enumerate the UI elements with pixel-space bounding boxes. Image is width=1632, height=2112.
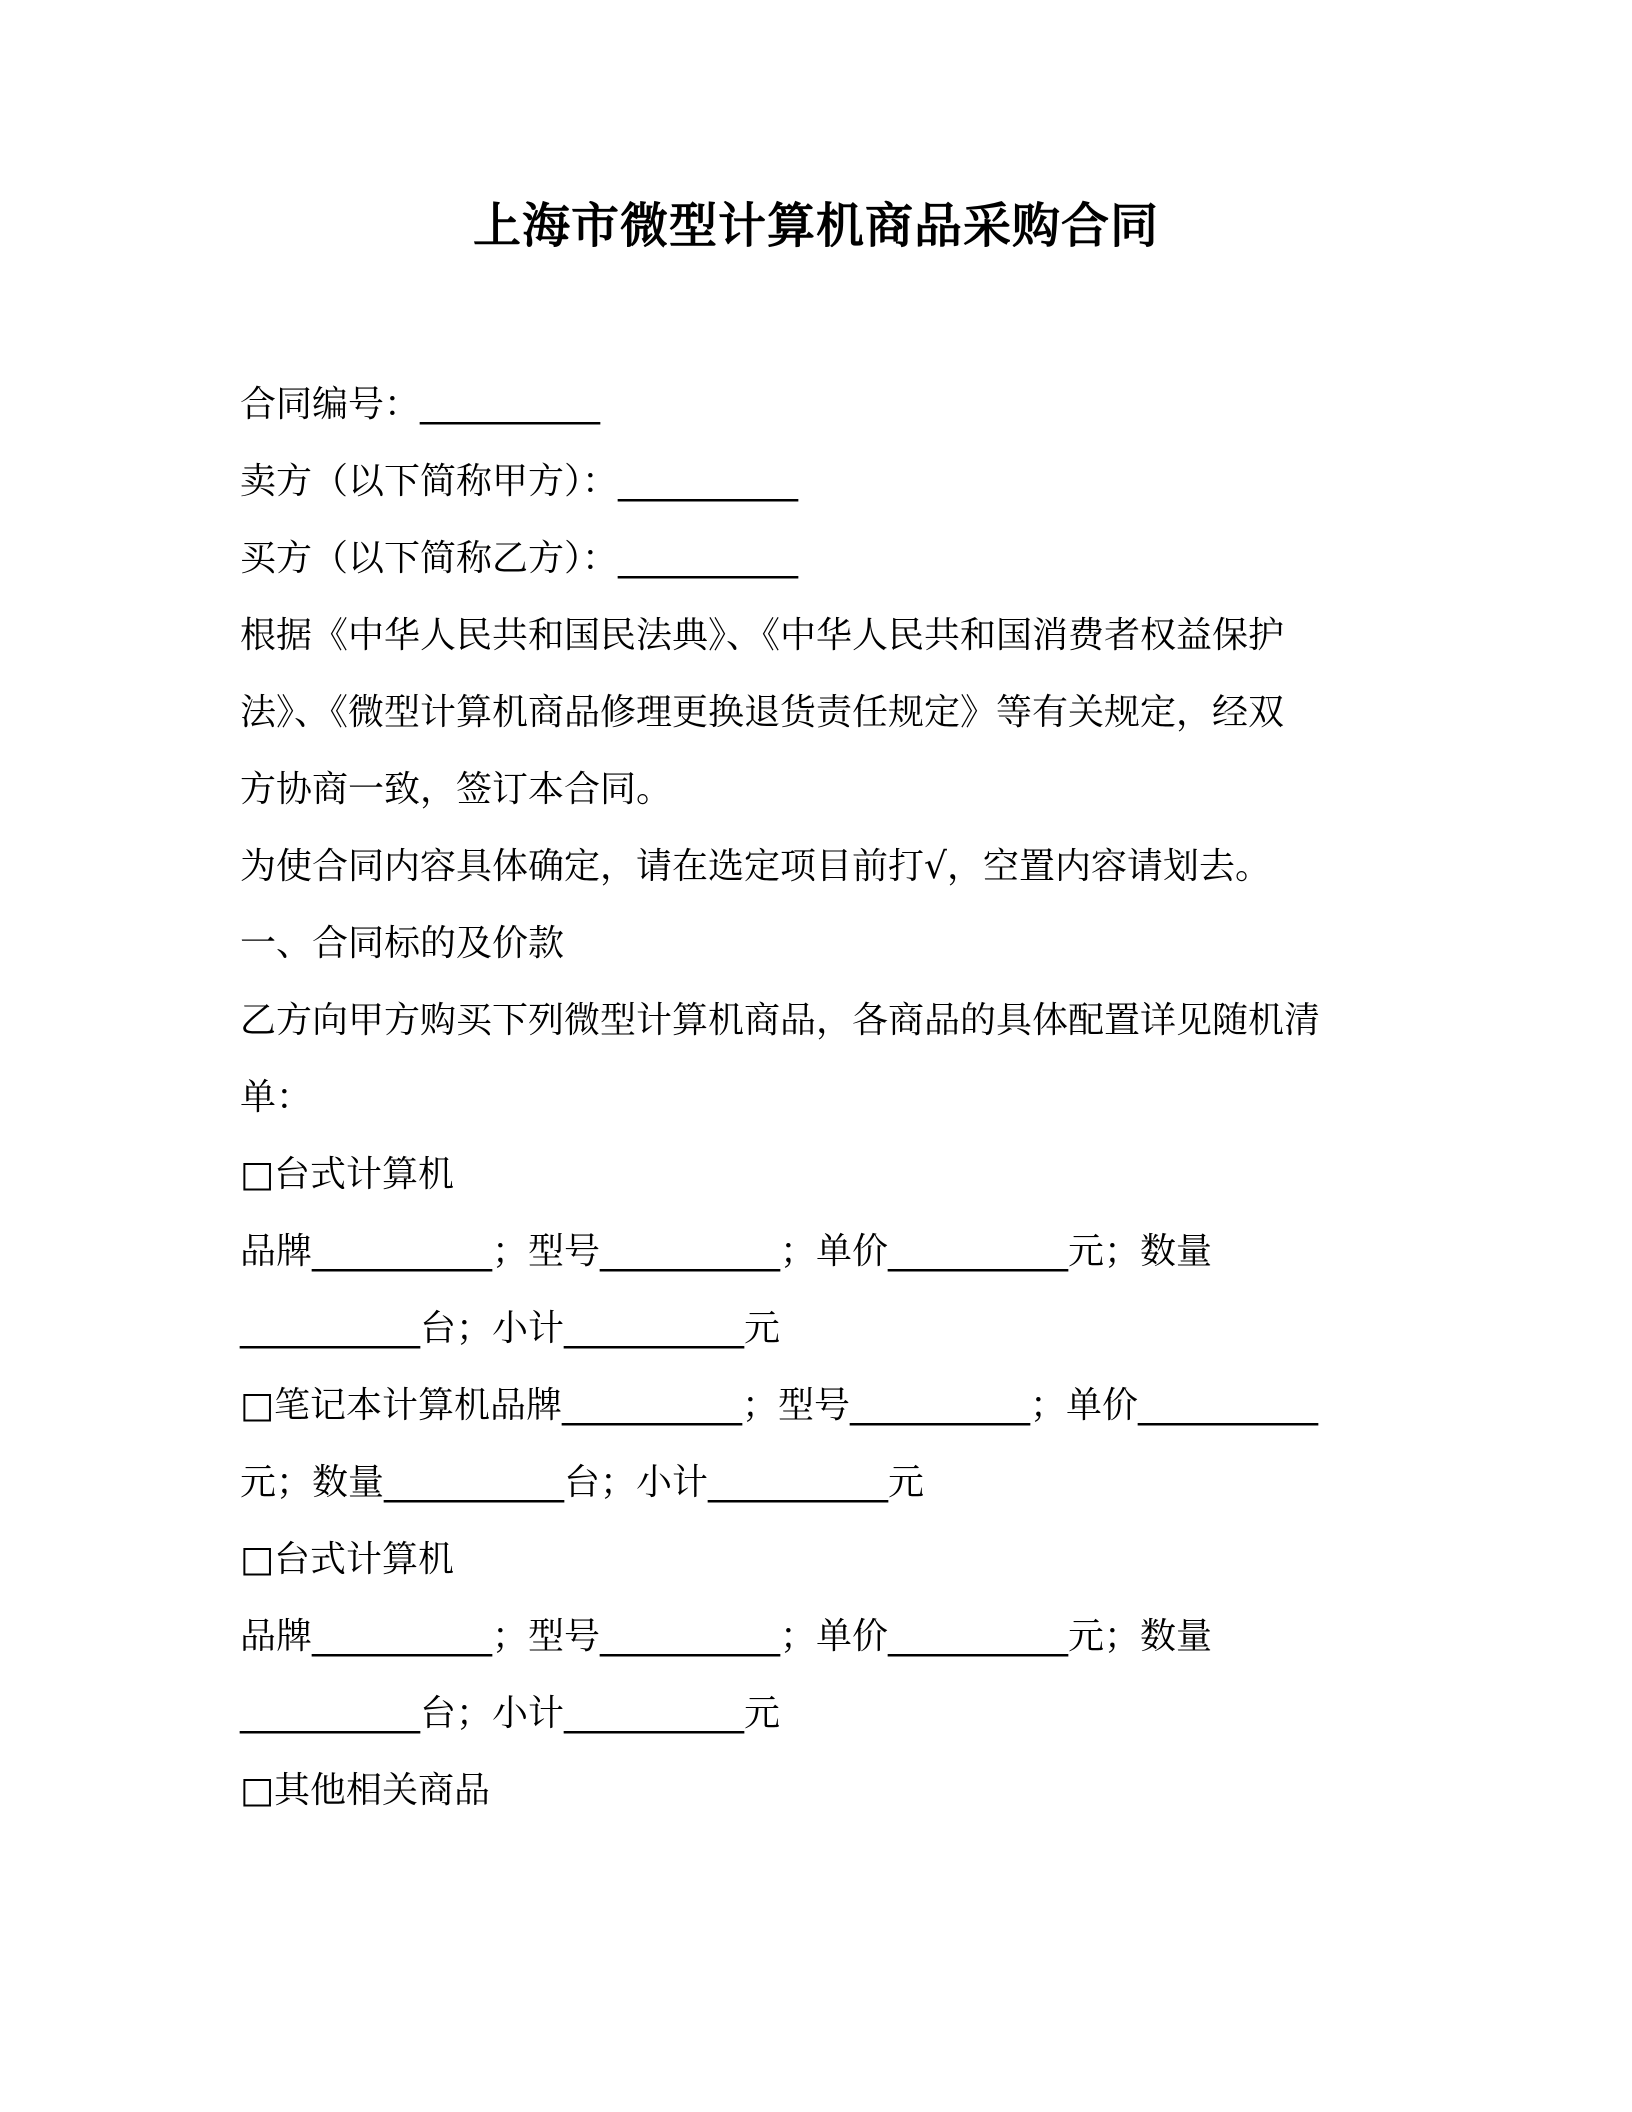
instruction-line: 为使合同内容具体确定，请在选定项目前打√，空置内容请划去。 [240,846,1271,887]
other-products-option: □其他相关商品 [240,1770,491,1811]
document-title: 上海市微型计算机商品采购合同 [472,198,1159,254]
seller-line: 卖方（以下简称甲方）：__________ [240,461,799,502]
laptop-option-line-2: 元；数量__________台；小计__________元 [240,1462,925,1503]
purchase-description-line-1: 乙方向甲方购买下列微型计算机商品，各商品的具体配置详见随机清 [240,1000,1321,1041]
legal-basis-line-1: 根据《中华人民共和国民法典》、《中华人民共和国消费者权益保护 [240,615,1285,656]
purchase-description-line-2: 单： [240,1077,313,1118]
desktop-option-2: □台式计算机 [240,1539,455,1580]
section-heading: 一、合同标的及价款 [240,923,565,964]
desktop-details-2-line-2: __________台；小计__________元 [240,1693,781,1734]
desktop-details-1-line-1: 品牌__________；型号__________；单价__________元；数量 [240,1231,1213,1272]
desktop-details-2-line-1: 品牌__________；型号__________；单价__________元；数量 [240,1616,1213,1657]
legal-basis-line-2: 法》、《微型计算机商品修理更换退货责任规定》等有关规定，经双 [240,692,1285,733]
laptop-option-line-1: □笔记本计算机品牌__________；型号__________；单价__________ [240,1385,1319,1426]
legal-basis-line-3: 方协商一致，签订本合同。 [240,769,673,810]
desktop-details-1-line-2: __________台；小计__________元 [240,1308,781,1349]
buyer-line: 买方（以下简称乙方）：__________ [240,538,799,579]
desktop-option-1: □台式计算机 [240,1154,455,1195]
document-body [240,366,1380,1829]
contract-number-line: 合同编号：__________ [240,384,601,425]
